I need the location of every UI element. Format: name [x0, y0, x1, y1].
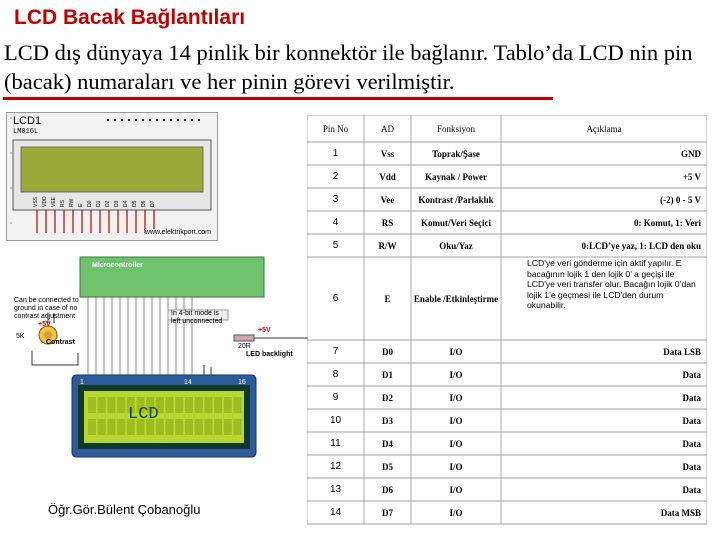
schematic-dot	[184, 119, 186, 121]
lcd-char-cell	[98, 419, 106, 435]
table-header-cell: Fonksiyon	[436, 123, 475, 134]
pin-name-cell: Vdd	[379, 171, 396, 182]
schematic-dot	[142, 119, 144, 121]
schematic-pin-name: D0	[87, 200, 93, 207]
pin-1-label: 1	[80, 379, 84, 386]
table-header-cell: Açıklama	[586, 123, 622, 134]
resistor-left-label: 5K	[16, 333, 25, 340]
table-header-cell: Pin No	[322, 123, 349, 134]
pin-function-cell: Toprak/Şase	[432, 148, 480, 159]
pin-number-cell: 13	[329, 484, 342, 495]
pin-number-cell: 2	[332, 171, 339, 182]
pin-name-cell: E	[384, 293, 391, 304]
lcd-char-cell	[214, 397, 222, 413]
pin-description-cell: Data	[682, 369, 701, 380]
schematic-pin-name: E	[78, 203, 84, 207]
pin-name-cell: D3	[382, 415, 393, 426]
lcd-text-label: LCD	[128, 405, 159, 424]
pin-name-cell: R/W	[378, 240, 397, 251]
pin-14-label: 14	[184, 379, 192, 386]
pin-name-cell: D4	[382, 438, 393, 449]
schematic-dot	[191, 119, 193, 121]
contrast-ground-note: Can be connected to ground in case of no contrast adjustment	[14, 297, 79, 320]
pin-name-cell: D7	[382, 507, 393, 518]
pin-number-cell: 11	[330, 438, 341, 449]
schematic-dot	[156, 119, 158, 121]
lcd-char-cell	[117, 419, 125, 435]
lcd-char-cell	[117, 397, 125, 413]
pin-function-cell: I/O	[449, 438, 463, 449]
pin-function-cell: I/O	[449, 461, 463, 472]
pin-function-cell: Kontrast /Parlaklık	[418, 194, 494, 205]
wiring-drawing	[8, 255, 324, 467]
pin-name-cell: D5	[382, 461, 393, 472]
pin-number-cell: 1	[332, 148, 339, 159]
schematic-pin-name: D1	[96, 200, 102, 207]
lcd-type: LM016L	[13, 128, 39, 136]
schematic-dot	[177, 119, 179, 121]
pin-16-label: 16	[238, 379, 246, 386]
schematic-dot	[198, 119, 200, 121]
pin-name-cell: D1	[382, 369, 393, 380]
schematic-pin-name: D4	[123, 200, 129, 207]
pin-number-cell: 12	[329, 461, 342, 472]
lcd-char-cell	[98, 397, 106, 413]
pin-number-cell: 14	[329, 507, 342, 518]
lcd-char-cell	[107, 419, 115, 435]
pin-number-cell: 7	[332, 346, 339, 357]
pin-description-cell: Data MSB	[660, 507, 701, 518]
schematic-pin-name: D3	[114, 200, 120, 207]
pin-description-cell: Data	[682, 461, 701, 472]
lcd-char-cell	[175, 397, 183, 413]
schematic-pin-name: VSS	[33, 196, 39, 207]
lcd-char-cell	[88, 397, 96, 413]
schematic-dot	[149, 119, 151, 121]
pin-function-cell: I/O	[449, 369, 463, 380]
backlight-label: LED backlight	[246, 351, 293, 358]
pin-number-cell: 6	[332, 293, 339, 304]
pin-number-cell: 5	[332, 240, 339, 251]
lcd-char-cell	[166, 419, 174, 435]
pin-function-cell: Enable /Etkinleştirme	[413, 293, 499, 304]
pin-name-cell: Vss	[380, 148, 395, 159]
v5-right-label: +5V	[258, 327, 271, 334]
pin-description-cell: GND	[681, 148, 701, 159]
schematic-dot	[114, 119, 116, 121]
contrast-label: Contrast	[46, 339, 75, 346]
schematic-pin-name: RS	[60, 200, 66, 207]
pin-number-cell: 9	[332, 392, 339, 403]
pin-name-cell: D0	[382, 346, 393, 357]
schematic-dot	[135, 119, 137, 121]
pin-function-cell: I/O	[449, 507, 463, 518]
lcd-char-cell	[204, 397, 212, 413]
schematic-pin-name: D2	[105, 200, 111, 207]
pin-function-cell: Komut/Veri Seçici	[421, 217, 491, 228]
mode-note: In 4-bit mode is left unconnected	[171, 310, 223, 325]
lcd-schematic-drawing	[7, 113, 217, 240]
lcd-char-cell	[175, 419, 183, 435]
pin-name-cell: RS	[381, 217, 394, 228]
lcd-char-cell	[234, 419, 242, 435]
schematic-dot	[128, 119, 130, 121]
intro-text: LCD dış dünyaya 14 pinlik bir konnektör ile bağlanır. Tablo’da LCD nin pin (bacak) numaraları ve her pinin görevi verilmiştir.	[4, 40, 693, 94]
lcd-image-site: www.elektrikport.com	[144, 229, 211, 236]
schematic-pin-name: VEE	[51, 196, 57, 207]
pin-function-cell: I/O	[449, 392, 463, 403]
lcd-char-cell	[224, 419, 232, 435]
pin-number-cell: 4	[332, 217, 339, 228]
pin-number-cell: 10	[329, 415, 342, 426]
lcd-char-cell	[185, 419, 193, 435]
lcd-char-cell	[88, 419, 96, 435]
lcd-char-cell	[195, 397, 203, 413]
schematic-pin-name: D5	[132, 200, 138, 207]
lcd-char-cell	[107, 397, 115, 413]
author-name: Öğr.Gör.Bülent Çobanoğlu	[48, 502, 201, 517]
pin-description-cell: Data	[682, 415, 701, 426]
lcd-char-cell	[214, 419, 222, 435]
schematic-dot	[163, 119, 165, 121]
schematic-pin-name: RW	[69, 198, 75, 207]
pin-description-cell: Data	[682, 438, 701, 449]
schematic-pin-name: VDD	[42, 196, 48, 207]
pin-description-cell: (-2) 0 - 5 V	[660, 194, 701, 205]
schematic-dot	[170, 119, 172, 121]
pin-name-cell: D2	[382, 392, 393, 403]
pin-description-cell: Data	[682, 392, 701, 403]
lcd-schematic-image	[6, 112, 218, 241]
pin-function-cell: I/O	[449, 346, 463, 357]
table-header-cell: AD	[381, 123, 394, 134]
lcd-char-cell	[224, 397, 232, 413]
v5-left-label: +5V	[38, 321, 51, 328]
pin-number-cell: 8	[332, 369, 339, 380]
pin-description-cell: 0:LCD’ye yaz, 1: LCD den oku	[581, 240, 701, 251]
pin-description-cell: 0: Komut, 1: Veri	[634, 217, 701, 228]
pin-function-cell: I/O	[449, 484, 463, 495]
pin-description-cell: Data	[682, 484, 701, 495]
pin-number-cell: 3	[332, 194, 339, 205]
lcd-wiring-image	[8, 255, 324, 467]
title-underline	[3, 97, 553, 100]
pin-function-cell: Oku/Yaz	[439, 240, 473, 251]
schematic-pin-name: D6	[141, 200, 147, 207]
microcontroller-label: Microcontroller	[92, 262, 143, 269]
pin-table	[307, 115, 707, 540]
lcd-char-cell	[166, 397, 174, 413]
lcd-char-cell	[234, 397, 242, 413]
pin-description-cell: LCD'ye veri gönderme için aktif yapılır. E bacağının lojik 1 den lojik 0’ a geçişi ile LCD'ye veri transfer olur. Bacağın lojik 0’dan lojik 1’e geçmesi ile LCD'den durum okunabilir.	[527, 258, 696, 310]
pin-description-cell: +5 V	[682, 171, 701, 182]
pin-name-cell: D6	[382, 484, 393, 495]
resistor-label: 20R	[238, 343, 251, 350]
schematic-pin-name: D7	[150, 200, 156, 207]
pin-function-cell: Kaynak / Power	[425, 171, 487, 182]
lcd-char-cell	[195, 419, 203, 435]
slide-title: LCD Bacak Bağlantıları	[14, 6, 246, 29]
lcd-label: LCD1	[13, 115, 42, 127]
pin-description-cell: Data LSB	[663, 346, 701, 357]
pin-name-cell: Vee	[380, 194, 395, 205]
schematic-dot	[121, 119, 123, 121]
lcd-char-cell	[204, 419, 212, 435]
lcd-char-cell	[185, 397, 193, 413]
pin-function-cell: I/O	[449, 415, 463, 426]
schematic-dot	[107, 119, 109, 121]
